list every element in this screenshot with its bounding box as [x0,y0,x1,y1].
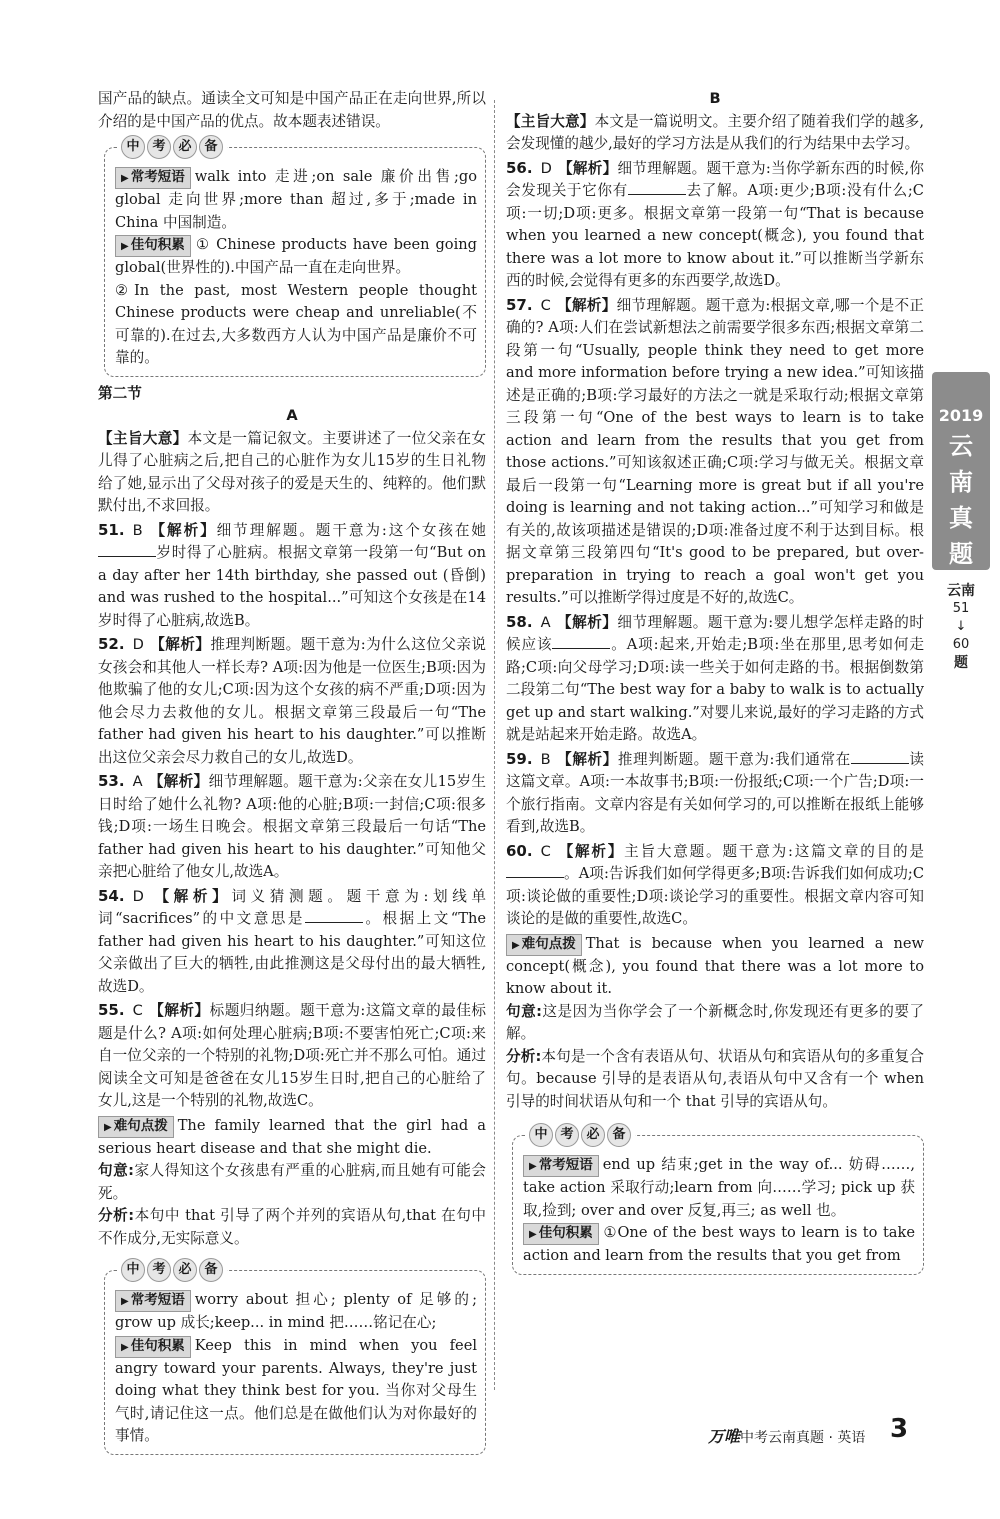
question-text-cont: 读这篇文章。A项:一本故事书;B项:一份报纸;C项:一个广告;D项:一个旅行指南。文章内容是有关如何学习的,可以推断在报纸上能够看到,故选B。 [506,750,924,835]
common-phrases-label: ▶ 常考短语 [115,167,191,189]
passage-letter: A [286,407,298,424]
main-idea-label: 【主旨大意】 [98,429,188,447]
question-52 [98,633,486,769]
hard-sentence [98,1115,486,1161]
question-number: 51. [98,520,125,539]
range-start: 51 [952,601,970,616]
question-text: 细节理解题。题干意为:父亲在女儿15岁生日时给了她什么礼物? A项:他的心脏;B项:一封信;C项:很多钱;D项:一场生日晚会。根据文章第三段最后一句话“The father had given his heart to his daughter.”可知他父亲把心脏给了他女儿,故选A。 [98,773,486,880]
title-char: 备 [199,135,223,159]
down-arrow-icon: ↓ [955,619,967,634]
exam-essentials-box-3 [512,1127,924,1275]
triangle-icon: ▶ [121,241,129,252]
passage-letter: B [709,90,721,107]
analysis-tag: 【解析】 [557,159,618,177]
answer-blank [552,636,610,649]
footer-series: 中考云南真题 · 英语 [740,1430,866,1446]
question-answer: D [132,636,144,653]
footer-brand [708,1426,865,1450]
analysis-tag: 【解析】 [148,521,217,539]
hard-sentence-label: ▶ 难句点拨 [506,934,582,956]
question-text: 细节理解题。题干意为:当你学新东西的时候,你会发现关于它你有 [506,159,924,199]
answer-blank [305,910,363,923]
hard-sentence-text: The family learned that the girl had a serious heart disease and that she might die. [98,1116,486,1157]
question-answer: A [540,613,551,631]
question-text-cont: 去了解。A项:更少;B项:没有什么;C项:一切;D项:更多。根据文章第一段第一句“That is because when you learned a new concept(概念), you found that there was a lot more to know about it.”可以推断当学新东西的时候,会觉得有更多的东西要学,故选D。 [506,182,924,289]
sentence-meaning: 句意:这是因为当你学会了一个新概念时,你发现还有更多的要了解。 [506,1002,924,1042]
question-text-cont: 岁时得了心脏病。根据文章第一段第一句“But on a day after her 14th birthday, she passed out (昏倒) and was rushed to the hospital...”可知这个女孩是在14岁时得了心脏病,故选B。 [98,544,486,629]
question-range [932,582,990,672]
triangle-icon: ▶ [121,173,129,184]
question-53 [98,770,486,884]
question-number: 54. [98,886,125,905]
question-text: 推理判断题。题干意为:我们通常在 [617,750,851,768]
analysis-tag: 【解析】 [556,613,618,631]
good-sentences-label: ▶ 佳句积累 [115,1336,191,1358]
good-sentence-2: ②In the past, most Western people thought Chinese products were cheap and unreliable(不可靠的).在过去,大多数西方人认为中国产品是廉价不可靠的。 [115,281,477,366]
triangle-icon: ▶ [512,939,520,951]
exam-essentials-title [525,1123,635,1147]
page-number: 3 [890,1414,909,1444]
main-idea [98,428,486,518]
title-char: 考 [147,1258,171,1282]
main-idea-text: 本文是一篇说明文。主要介绍了随着我们学的越多,会发现懂的越少,最好的学习方法是从我们的行为结果中去学习。 [506,112,924,152]
title-char: 备 [607,1123,631,1147]
analysis-tag: 【解析】 [556,842,625,860]
title-char: 中 [529,1123,553,1147]
question-text: 标题归纳题。题干意为:这篇文章的最佳标题是什么? A项:如何处理心脏病;B项:不要害怕死亡;C项:来自一位父亲的一个特别的礼物;D项:死亡并不那么可怕。通过阅读全文可知是爸爸在女儿15岁生日时,把自己的心脏给了女儿,这是一个特别的礼物,故选C。 [98,1002,486,1109]
title-char: 必 [581,1123,605,1147]
question-55 [98,999,486,1113]
sentence-analysis: 分析:本句是一个含有表语从句、状语从句和宾语从句的多重复合句。because 引导的是表语从句,表语从句中又含有一个 when 引导的时间状语从句和一个 that 引导的宾语从句。 [506,1047,924,1110]
exam-essentials-title [117,135,227,159]
range-suffix: 题 [954,655,968,671]
question-text-cont: 。A项:起来,开始走;B项:坐在那里,思考如何走路;C项:向父母学习;D项:读一些关于如何走路的书。根据倒数第二段第二句“The best way for a baby to walk is to actually get up and start walking.”对婴儿来说,最好的学习走路的方式就是站起来开始走路。故选A。 [506,636,924,743]
common-phrases [115,1289,477,1335]
question-54 [98,885,486,999]
hard-sentence-text: That is because when you learned a new concept(概念), you found that there was a lot more to know about it. [506,934,924,997]
good-sentences-label: ▶ 佳句积累 [523,1223,599,1245]
triangle-icon: ▶ [529,1161,537,1172]
side-tab-char: 云 [949,432,973,460]
question-text: 主旨大意题。题干意为:这篇文章的目的是 [624,842,924,860]
side-tab-year: 2019 [938,406,984,425]
side-tab-char: 题 [949,540,973,568]
question-answer: D [132,887,144,905]
question-answer: C [132,1002,143,1019]
title-char: 备 [199,1258,223,1282]
exam-essentials-title [117,1258,227,1282]
brand-logo: 万唯 [708,1427,741,1446]
title-char: 中 [121,1258,145,1282]
sentence-meaning: 句意:家人得知这个女孩患有严重的心脏病,而且她有可能会死。 [98,1162,486,1202]
good-sentence-1: ① Chinese products have been going global(世界性的).中国产品一直在走向世界。 [115,236,477,276]
main-idea [506,111,924,156]
question-answer: C [540,296,551,314]
main-idea-text: 本文是一篇记叙文。主要讲述了一位父亲在女儿得了心脏病之后,把自己的心脏作为女儿15岁的生日礼物给了她,显示出了父母对孩子的爱是天生的、纯粹的。他们默默付出,不求回报。 [98,429,486,514]
question-number: 55. [98,1001,125,1019]
side-tab-char: 真 [949,504,973,532]
main-idea-label: 【主旨大意】 [506,112,595,130]
question-58 [506,611,924,747]
question-number: 57. [506,295,533,314]
answer-blank [851,751,909,764]
analysis-tag: 【解析】 [556,296,617,314]
good-sentences [115,234,477,280]
common-phrases-label: ▶ 常考短语 [523,1155,599,1177]
question-number: 56. [506,158,533,177]
title-char: 中 [121,135,145,159]
question-59 [506,748,924,839]
common-phrases-text: worry about 担心; plenty of 足够的; grow up 成长;keep... in mind 把……铭记在心; [115,1291,477,1331]
question-57 [506,294,924,610]
question-text-cont: 。根据上文“The father had given his heart to his daughter.”可知这位父亲做出了巨大的牺牲,由此推测这是父母付出的最大牺牲,故选D。 [98,910,486,995]
question-51 [98,519,486,633]
question-60 [506,840,924,931]
triangle-icon: ▶ [529,1229,537,1240]
question-text: 细节理解题。题干意为:婴儿想学怎样走路的时候应该 [506,613,924,653]
common-phrases-text: end up 结束;get in the way of... 妨碍……, take action 采取行动;learn from 向……学习; pick up 获取,捡到; over and over 反复,再三; as well 也。 [523,1156,915,1219]
title-char: 考 [147,135,171,159]
question-answer: B [132,521,143,539]
page-footer [0,1414,1000,1452]
analysis-tag: 【解析】 [149,636,211,653]
question-answer: C [540,842,551,860]
title-char: 考 [555,1123,579,1147]
question-text-cont: 。A项:告诉我们如何学得更多;B项:告诉我们如何成功;C项:谈论做的重要性;D项:谈论学习的重要性。根据文章内容可知谈论的是做的重要性,故选C。 [506,865,924,927]
range-end: 60 [952,637,970,652]
good-sentences [523,1222,915,1268]
section-heading: 第二节 [98,384,142,402]
analysis-tag: 【解析】 [556,750,618,768]
triangle-icon: ▶ [104,1121,112,1133]
good-sentence-1: Keep this in mind when you feel angry toward your parents. Always, they're just doing what they think best for you. 当你对父母生气时,请记住这一点。他们总是在做他们认为对你最好的事情。 [115,1336,477,1444]
question-text: 细节理解题。题干意为:这个女孩在她 [216,521,486,539]
question-answer: B [540,750,551,768]
answer-blank [98,544,156,557]
question-answer: A [132,773,143,790]
question-56 [506,157,924,293]
good-sentence-1: ①One of the best ways to learn is to take action and learn from the results that you get from [523,1224,915,1264]
question-number: 53. [98,772,125,790]
right-column [506,88,924,1281]
sentence-analysis: 分析:本句中 that 引导了两个并列的宾语从句,that 在句中不作成分,无实际意义。 [98,1207,486,1247]
analysis-tag: 【解析】 [149,887,232,905]
triangle-icon: ▶ [121,1341,129,1353]
side-tab-char: 南 [949,468,973,496]
question-answer: D [540,159,552,177]
title-char: 必 [173,1258,197,1282]
hard-sentence-label: ▶ 难句点拨 [98,1116,174,1138]
question-number: 52. [98,635,125,653]
common-phrases-label: ▶ 常考短语 [115,1290,191,1312]
hard-sentence [506,933,924,1001]
common-phrases [115,166,477,234]
common-phrases-text: walk into 走进;on sale 廉价出售;go global 走向世界;more than 超过,多于;made in China 中国制造。 [115,168,477,231]
side-tab [932,372,990,570]
question-text: 推理判断题。题干意为:为什么这位父亲说女孩会和其他人一样长寿? A项:因为他是一位医生;B项:因为他欺骗了他的女儿;C项:因为这个女孩的病不严重;D项:因为他会尽力去救他的女儿。根据文章第三段最后一句“The father had given his heart to his daughter.”可以推断出这位父亲会尽力救自己的女儿,故选D。 [98,636,486,766]
triangle-icon: ▶ [121,1296,129,1307]
analysis-tag: 【解析】 [148,1002,210,1019]
title-char: 必 [173,135,197,159]
question-number: 58. [506,612,533,631]
exam-essentials-box-1 [104,139,486,377]
analysis-tag: 【解析】 [148,773,209,790]
good-sentences-label: ▶ 佳句积累 [115,235,191,257]
question-number: 60. [506,841,533,860]
range-region: 云南 [947,583,975,599]
question-text: 细节理解题。题干意为:根据文章,哪一个是不正确的? A项:人们在尝试新想法之前需要学很多东西;根据文章第二段第一句“Usually, people think they need to get more and more information before trying a new idea.”可知该描述是正确的;B项:学习最好的方法之一就是采取行动;根据文章第三段第一句“One of the best ways to learn is to take action and learn from the results that you get from those actions.”可知该叙述正确;C项:学习与做无关。根据文章最后一段第一句“Learning more is great but if all you're doing is learning and not taking action...”可知学习和做是有关的,故该项描述是错误的;D项:准备过度不利于达到目标。根据文章第三段第四句“It's good to be prepared, but over-preparation in trying to reach a goal won't get you results.”可以推断学得过度是不好的,故选C。 [506,296,924,606]
column-divider [494,100,495,1390]
question-number: 59. [506,749,533,768]
question-text: 词义猜测题。题干意为:划线单词“sacrifices”的中文意思是 [98,887,486,927]
answer-blank [506,865,564,878]
answer-blank [628,182,686,195]
left-column [98,88,486,1461]
common-phrases [523,1154,915,1222]
intro-paragraph: 国产品的缺点。通读全文可知是中国产品正在走向世界,所以介绍的是中国产品的优点。故本题表述错误。 [98,90,486,130]
